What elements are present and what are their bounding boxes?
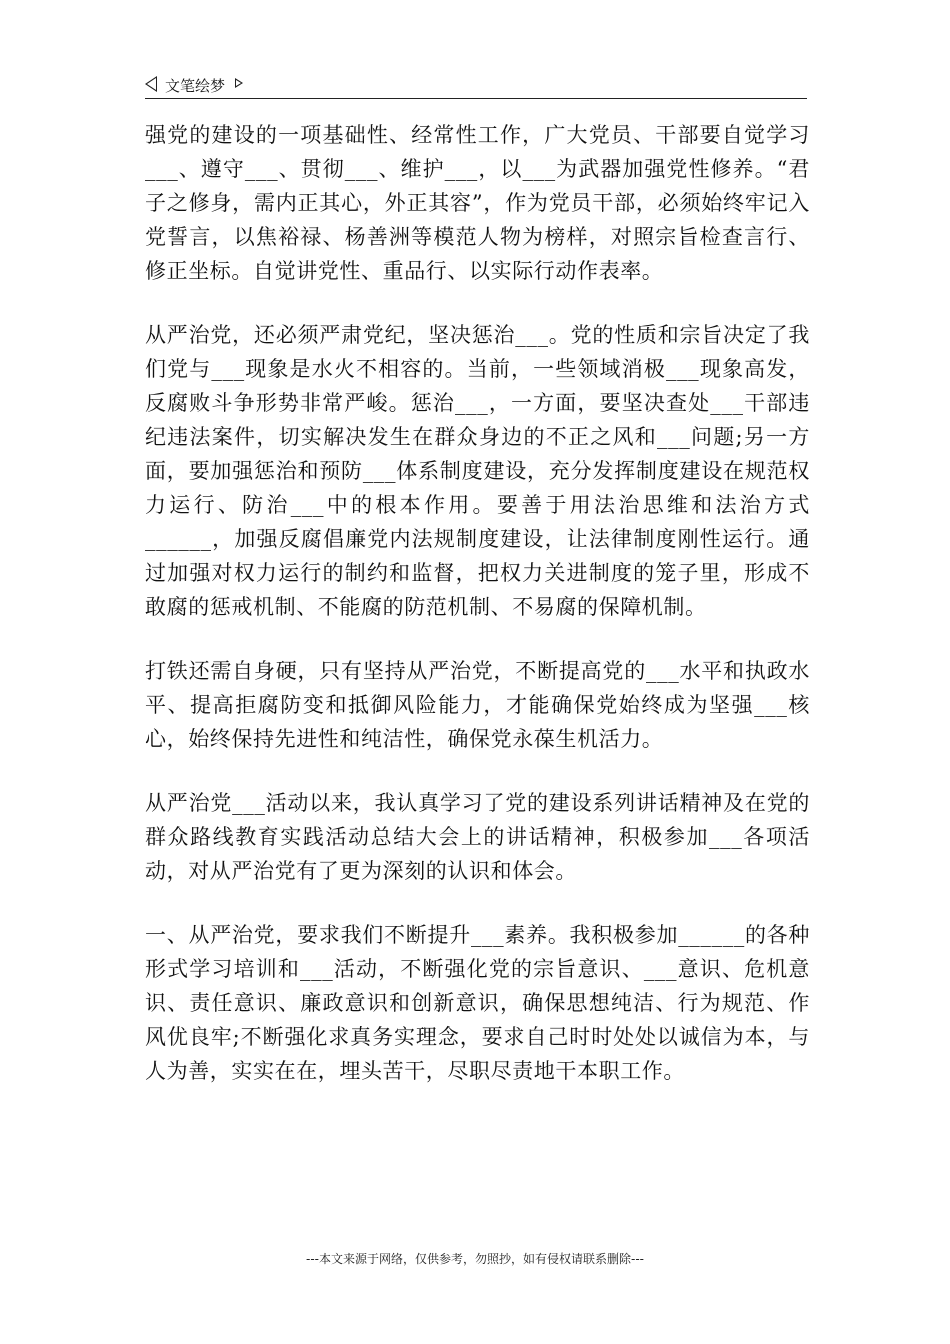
header-title: 文笔绘梦 — [165, 77, 226, 95]
paragraph-5: 一、从严治党，要求我们不断提升___素养。我积极参加______的各种形式学习培训和___活动，不断强化党的宗旨意识、___意识、危机意识、责任意识、廉政意识和创新意识，确保思想纯洁、行为规范、作风优良牢;不断强化求真务实理念，要求自己时时处处以诚信为本，与人为善，实实在在，埋头苦干，尽职尽责地干本职工作。 — [145, 923, 810, 1083]
page-footer: ---本文来源于网络，仅供参考，勿照抄，如有侵权请联系删除--- — [306, 1252, 644, 1266]
document-body — [145, 118, 810, 1118]
paragraph-3: 打铁还需自身硬，只有坚持从严治党，不断提高党的___水平和执政水平、提高拒腐防变和抵御风险能力，才能确保党始终成为坚强___核心，始终保持先进性和纯洁性，确保党永葆生机活力。 — [145, 659, 810, 751]
page-header — [145, 72, 807, 99]
paragraph-1: 强党的建设的一项基础性、经常性工作，广大党员、干部要自觉学习___、遵守___、贯彻___、维护___，以___为武器加强党性修养。“君子之修身，需内正其心，外正其容”，作为党员干部，必须始终牢记入党誓言，以焦裕禄、杨善洲等模范人物为榜样，对照宗旨检查言行、修正坐标。自觉讲党性、重品行、以实际行动作表率。 — [145, 123, 810, 283]
paragraph-2: 从严治党，还必须严肃党纪，坚决惩治___。党的性质和宗旨决定了我们党与___现象是水火不相容的。当前，一些领域消极___现象高发，反腐败斗争形势非常严峻。惩治___，一方面，要坚决查处___干部违纪违法案件，切实解决发生在群众身边的不正之风和___问题;另一方面，要加强惩治和预防___体系制度建设，充分发挥制度建设在规范权力运行、防治___中的根本作用。要善于用法治思维和法治方式______，加强反腐倡廉党内法规制度建设，让法律制度刚性运行。通过加强对权力运行的制约和监督，把权力关进制度的笼子里，形成不敢腐的惩戒机制、不能腐的防范机制、不易腐的保障机制。 — [145, 323, 810, 619]
left-triangle-icon — [145, 76, 157, 92]
paragraph-4: 从严治党___活动以来，我认真学习了党的建设系列讲话精神及在党的群众路线教育实践活动总结大会上的讲话精神，积极参加___各项活动，对从严治党有了更为深刻的认识和体会。 — [145, 791, 810, 883]
right-triangle-icon — [235, 78, 243, 88]
